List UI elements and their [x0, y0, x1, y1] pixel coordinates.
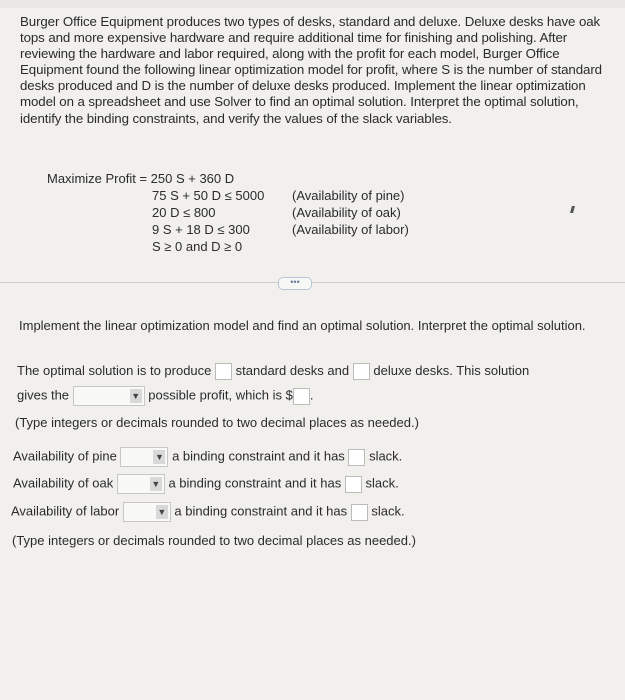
solution-line-2: [17, 386, 313, 406]
dropdown-arrow-icon: ▼: [131, 391, 141, 401]
constraint-oak-note: (Availability of oak): [292, 205, 401, 220]
solution-text-3: deluxe desks. This solution: [373, 363, 530, 378]
solution-hint: (Type integers or decimals rounded to two decimal places as needed.): [15, 415, 419, 430]
solution-text-5: possible profit, which is $: [148, 387, 293, 403]
pine-slack-input[interactable]: [348, 449, 365, 466]
nonnegativity: S ≥ 0 and D ≥ 0: [152, 239, 243, 254]
dropdown-arrow-icon: ▼: [157, 507, 167, 517]
labor-label: Availability of labor: [11, 503, 120, 519]
oak-mid-text: a binding constraint and it has: [168, 475, 342, 491]
instruction-text: Implement the linear optimization model and find an optimal solution. Interpret the optimal solution.: [19, 318, 586, 333]
objective-function: Maximize Profit = 250 S + 360 D: [47, 171, 235, 186]
pine-end-text: slack.: [369, 448, 403, 464]
pine-binding-select[interactable]: [120, 447, 168, 467]
constraint-pine-note: (Availability of pine): [292, 188, 405, 203]
standard-desks-input[interactable]: [215, 363, 232, 380]
labor-slack-input[interactable]: [351, 504, 368, 521]
constraint-pine-expr: 75 S + 50 D ≤ 5000: [152, 188, 265, 203]
constraint-oak-expr: 20 D ≤ 800: [152, 205, 216, 220]
dropdown-arrow-icon: ▼: [151, 479, 161, 489]
pine-row: [13, 447, 402, 467]
pine-label: Availability of pine: [13, 448, 117, 464]
profit-input[interactable]: [293, 388, 310, 405]
problem-statement: Burger Office Equipment produces two types of desks, standard and deluxe. Deluxe desks have oak tops and more expensive hardware and require additional time for finishing and polishing. After reviewing the hardware and labor required, along with the profit for each model, Burger Office Equipment found the following linear optimization model for profit, where S is the number of standard desks produced and D is the number of deluxe desks produced. Implement the linear optimization model on a spreadsheet and use Solver to find an optimal solution. Interpret the optimal solution, identify the binding constraints, and verify the values of the slack variables.: [20, 14, 602, 126]
oak-binding-select[interactable]: [117, 474, 165, 494]
solution-text-1: The optimal solution is to produce: [17, 363, 212, 378]
solution-line-1: [17, 363, 529, 380]
section-divider: [0, 282, 625, 283]
labor-end-text: slack.: [371, 503, 405, 519]
mouse-cursor-icon: [570, 206, 575, 213]
labor-binding-select[interactable]: [123, 502, 171, 522]
constraints-hint: (Type integers or decimals rounded to two decimal places as needed.): [12, 533, 416, 548]
solution-text-6: .: [309, 387, 314, 403]
labor-mid-text: a binding constraint and it has: [174, 503, 348, 519]
oak-label: Availability of oak: [13, 475, 114, 491]
deluxe-desks-input[interactable]: [353, 363, 370, 380]
oak-row: [13, 474, 399, 494]
constraint-labor-note: (Availability of labor): [292, 222, 409, 237]
top-strip: [0, 0, 625, 8]
constraint-labor-expr: 9 S + 18 D ≤ 300: [152, 222, 250, 237]
oak-slack-input[interactable]: [345, 476, 362, 493]
pine-mid-text: a binding constraint and it has: [172, 448, 345, 464]
expand-more-button[interactable]: •••: [278, 277, 312, 290]
solution-text-4: gives the: [17, 387, 70, 403]
oak-end-text: slack.: [365, 475, 399, 491]
dropdown-arrow-icon: ▼: [154, 452, 164, 462]
profit-level-select[interactable]: [73, 386, 145, 406]
solution-text-2: standard desks and: [235, 363, 350, 378]
labor-row: [11, 502, 405, 522]
